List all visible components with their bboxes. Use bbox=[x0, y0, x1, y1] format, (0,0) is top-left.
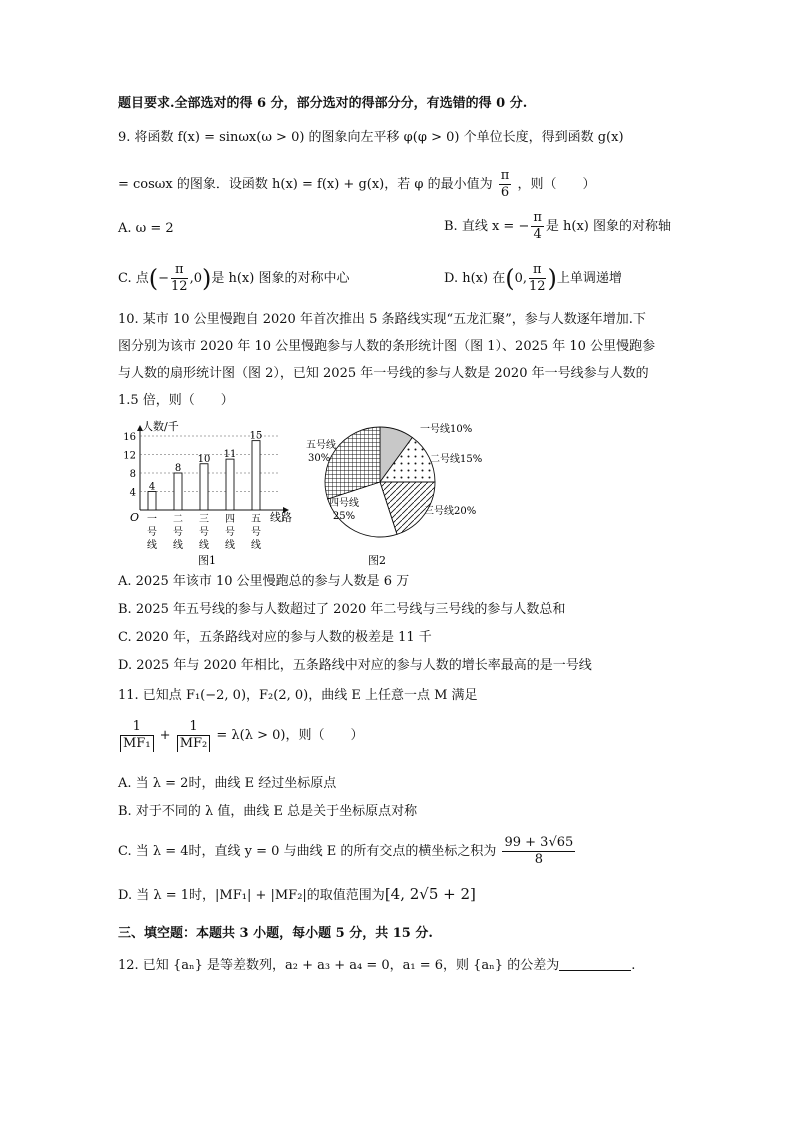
q9-option-d-num: π bbox=[529, 262, 546, 279]
q9-option-d-frac bbox=[529, 262, 546, 295]
pie-slice-percent: 30% bbox=[308, 453, 331, 464]
q9-option-b-post: 是 h(x) 图象的对称轴 bbox=[545, 219, 672, 234]
q9-option-b-pre: B. 直线 x = − bbox=[444, 219, 530, 234]
q9-option-b-frac bbox=[531, 210, 544, 243]
bar-category-label: 一 bbox=[147, 514, 157, 525]
q11-eq-post: = λ(λ > 0)，则（ ） bbox=[216, 728, 364, 743]
q9-stem-line2-post: ，则（ ） bbox=[517, 177, 596, 192]
q9-option-b-num: π bbox=[533, 210, 542, 225]
pie-slice-label: 五号线 bbox=[306, 440, 336, 451]
q9-option-d-post: 上单调递增 bbox=[556, 271, 622, 286]
bar-ytick-label: 16 bbox=[123, 432, 136, 443]
bar-origin: O bbox=[130, 511, 140, 524]
q11-option-d-range: [4, 2√5 + 2] bbox=[384, 885, 476, 903]
pie-chart-figure2 bbox=[300, 418, 500, 568]
q10-option-a: A. 2025 年该市 10 公里慢跑总的参与人数是 6 万 bbox=[118, 574, 410, 589]
q11-eq-num2: 1 bbox=[177, 719, 211, 736]
q9-option-a: A. ω = 2 bbox=[118, 221, 174, 236]
q11-option-d-post: 的取值范围为 bbox=[306, 888, 385, 903]
q11-option-c-num: 99 + 3√65 bbox=[504, 835, 574, 850]
q11-eq-den1: MF₁ bbox=[120, 736, 154, 752]
bar-category-label: 四 bbox=[225, 514, 235, 525]
q12-stem-pre: 12. 已知 {aₙ} 是等差数列，a₂ + a₃ + a₄ = 0，a₁ = 6，则 {aₙ} 的公差为 bbox=[118, 958, 560, 973]
q11-option-c-frac bbox=[502, 835, 575, 868]
bar-category-label: 线 bbox=[173, 540, 183, 551]
q11-eq-frac1 bbox=[120, 719, 154, 752]
bar-value-label: 10 bbox=[197, 453, 211, 465]
bar-category-label: 线 bbox=[147, 540, 157, 551]
q9-option-c-rparen: ) bbox=[201, 264, 212, 293]
q9-option-c-den: 12 bbox=[171, 279, 188, 294]
q9-option-d-rparen: ) bbox=[547, 264, 557, 293]
q10-option-b: B. 2025 年五号线的参与人数超过了 2020 年二号线与三号线的参与人数总和 bbox=[118, 602, 566, 617]
q11-option-b: B. 对于不同的 λ 值，曲线 E 总是关于坐标原点对称 bbox=[118, 804, 418, 819]
q9-stem-line2-pre: = cosωx 的图象．设函数 h(x) = f(x) + g(x)，若 φ 的最小值为 bbox=[118, 177, 493, 192]
q11-option-c bbox=[118, 832, 577, 872]
q11-option-d-mid: |MF₁| + |MF₂| bbox=[215, 888, 307, 903]
q10-stem-line3: 与人数的扇形统计图（图 2），已知 2025 年一号线的参与人数是 2020 年一号线参与人数的 bbox=[118, 366, 649, 381]
bar-category-label: 线 bbox=[251, 540, 261, 551]
q9-option-c-post: 是 h(x) 图象的对称中心 bbox=[211, 271, 350, 286]
q9-option-c-frac bbox=[171, 262, 188, 295]
q12-answer-blank[interactable] bbox=[559, 958, 631, 971]
bar-category-label: 号 bbox=[225, 527, 235, 538]
section-3-heading: 三、填空题：本题共 3 小题，每小题 5 分，共 15 分. bbox=[118, 926, 433, 941]
q11-eq-frac2 bbox=[177, 719, 211, 752]
q10-option-c: C. 2020 年，五条路线对应的参与人数的极差是 11 千 bbox=[118, 630, 432, 645]
bar-ytick-label: 8 bbox=[129, 469, 136, 480]
pie-slice-percent: 25% bbox=[332, 511, 356, 522]
bar-title: 图1 bbox=[198, 554, 216, 567]
bar-category-label: 二 bbox=[173, 514, 183, 525]
q11-equation: $\frac{1}{\text{MF₁}}$ + $\frac{1}{\text{MF₂}}$ = λ(λ > 0)，则（ ） bbox=[118, 716, 363, 756]
q9-option-c-lparen: ( bbox=[148, 264, 159, 293]
bar-chart-figure1 bbox=[118, 418, 308, 568]
bar-category-label: 号 bbox=[173, 527, 183, 538]
q9-option-d-lparen: ( bbox=[505, 264, 515, 293]
bar-ytick-label: 4 bbox=[129, 487, 136, 499]
bar-xlabel: 线路 bbox=[270, 511, 292, 524]
q11-option-c-den: 8 bbox=[534, 852, 544, 867]
q9-option-b-den: 4 bbox=[533, 227, 542, 242]
q11-stem-line1: 11. 已知点 F₁(−2, 0)，F₂(2, 0)，曲线 E 上任意一点 M 满足 bbox=[118, 688, 478, 703]
bar-ytick-label: 12 bbox=[123, 450, 136, 462]
bar-category-label: 号 bbox=[251, 527, 261, 538]
section-intro: 题目要求.全部选对的得 6 分，部分选对的得部分分，有选错的得 0 分. bbox=[118, 96, 528, 111]
q11-option-c-pre: C. 当 λ = 4时，直线 y = 0 与曲线 E 的所有交点的横坐标之积为 bbox=[118, 844, 497, 859]
pie-slice-label: 四号线 bbox=[329, 498, 359, 509]
q9-frac-den: 6 bbox=[500, 185, 510, 200]
q11-option-d-pre: D. 当 λ = 1时， bbox=[118, 888, 216, 903]
q10-stem-line4: 1.5 倍，则（ ） bbox=[118, 393, 234, 408]
bar bbox=[252, 441, 260, 510]
q12-stem-post: . bbox=[631, 958, 636, 973]
q9-phi-fraction bbox=[499, 168, 512, 201]
bar-value-label: 11 bbox=[223, 449, 237, 461]
q11-eq-den2: MF₂ bbox=[177, 736, 211, 752]
q9-option-d-den: 12 bbox=[529, 279, 546, 294]
bar-ylabel: 人数/千 bbox=[142, 420, 179, 433]
q10-option-d: D. 2025 年与 2020 年相比，五条路线中对应的参与人数的增长率最高的是一号线 bbox=[118, 658, 592, 673]
q9-option-c: C. 点(− $\frac{\pi}{12}$ ,0)是 h(x) 图象的对称中心 bbox=[118, 262, 350, 294]
bar bbox=[148, 492, 156, 511]
pie-title: 图2 bbox=[368, 554, 386, 567]
q10-stem-line1: 10. 某市 10 公里慢跑自 2020 年首次推出 5 条路线实现“五龙汇聚”，参与人数逐年增加.下 bbox=[118, 312, 646, 327]
bar-category-label: 线 bbox=[225, 540, 235, 551]
bar-category-label: 线 bbox=[199, 540, 209, 551]
q9-option-d: D. h(x) 在(0, $\frac{\pi}{12}$ )上单调递增 bbox=[444, 262, 622, 294]
q9-option-b bbox=[444, 210, 671, 243]
q12-stem bbox=[118, 956, 635, 976]
q11-eq-num1: 1 bbox=[120, 719, 154, 736]
q9-frac-num: π bbox=[500, 168, 510, 183]
bar-value-label: 8 bbox=[174, 463, 182, 474]
q9-stem-line1: 9. 将函数 f(x) = sinωx(ω > 0) 的图象向左平移 φ(φ > 0) 个单位长度，得到函数 g(x) bbox=[118, 130, 624, 145]
bar bbox=[174, 473, 182, 510]
bar-category-label: 号 bbox=[199, 527, 209, 538]
bar-category-label: 五 bbox=[251, 514, 261, 525]
bar-value-label: 15 bbox=[249, 430, 263, 442]
bar-category-label: 号 bbox=[147, 527, 157, 538]
q9-option-d-pre: D. h(x) 在 bbox=[444, 271, 506, 286]
bar bbox=[226, 459, 234, 510]
bar bbox=[200, 464, 208, 510]
bar-value-label: 4 bbox=[148, 481, 156, 493]
bar-category-label: 三 bbox=[199, 514, 209, 525]
pie-slice-label: 二号线15% bbox=[430, 454, 483, 465]
q10-stem-line2: 图分别为该市 2020 年 10 公里慢跑参与人数的条形统计图（图 1）、2025 年 10 公里慢跑参 bbox=[118, 339, 656, 354]
pie-slice-label: 三号线20% bbox=[424, 506, 477, 517]
q9-option-c-num: π bbox=[171, 262, 188, 279]
pie-slice-label: 一号线10% bbox=[420, 424, 473, 435]
q9-stem-line2 bbox=[118, 168, 595, 201]
q11-option-a: A. 当 λ = 2时，曲线 E 经过坐标原点 bbox=[118, 776, 337, 791]
q11-option-d bbox=[118, 884, 476, 906]
q9-option-c-pre: C. 点 bbox=[118, 271, 149, 286]
